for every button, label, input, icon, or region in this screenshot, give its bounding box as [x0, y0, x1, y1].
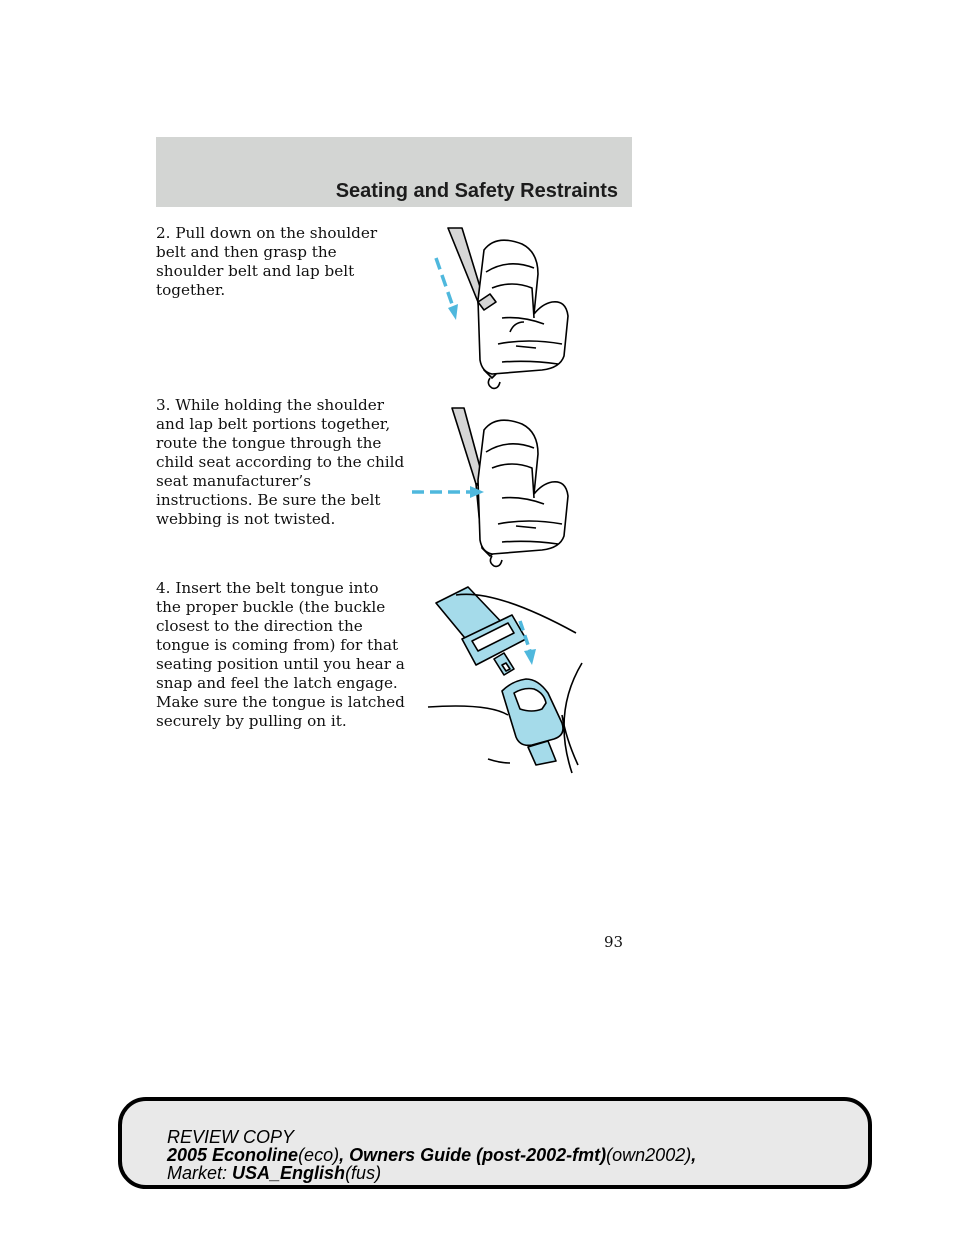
step-4-text: 4. Insert the belt tongue into the proper buckle (the buckle closest to the direction the tongue is coming from) for that seating position until you hear a snap and feel the latch engage. Make sure the tongue is latched securely by pulling on it.	[156, 579, 405, 730]
step-3-text: 3. While holding the shoulder and lap belt portions together, route the tongue through the child seat according to the child seat manufacturer’s instructions. Be sure the belt webbing is not twisted.	[156, 396, 405, 528]
footer-market: USA_English	[232, 1163, 346, 1183]
footer-model-code: (eco)	[298, 1145, 340, 1165]
section-header-band	[156, 137, 632, 207]
footer-sep-1: ,	[339, 1145, 345, 1165]
footer-guide-code: (own2002)	[606, 1145, 692, 1165]
belt-tongue-buckle-illustration	[418, 583, 588, 775]
footer-model: 2005 Econoline	[167, 1145, 299, 1165]
footer-sep-2: ,	[691, 1145, 697, 1165]
review-copy-footer	[118, 1097, 872, 1189]
child-seat-route-tongue-illustration	[410, 404, 580, 574]
footer-review-line: REVIEW COPY	[167, 1127, 295, 1147]
child-seat-pull-belt-illustration	[418, 220, 588, 390]
page-number: 93	[604, 933, 624, 951]
footer-market-line	[167, 1163, 381, 1184]
footer-market-code: (fus)	[345, 1163, 382, 1183]
step-2-text: 2. Pull down on the shoulder belt and then grasp the shoulder belt and lap belt together.	[156, 224, 378, 299]
section-title: Seating and Safety Restraints	[335, 180, 618, 202]
footer-market-label: Market:	[167, 1163, 228, 1183]
footer-guide: Owners Guide (post-2002-fmt)	[349, 1145, 607, 1165]
